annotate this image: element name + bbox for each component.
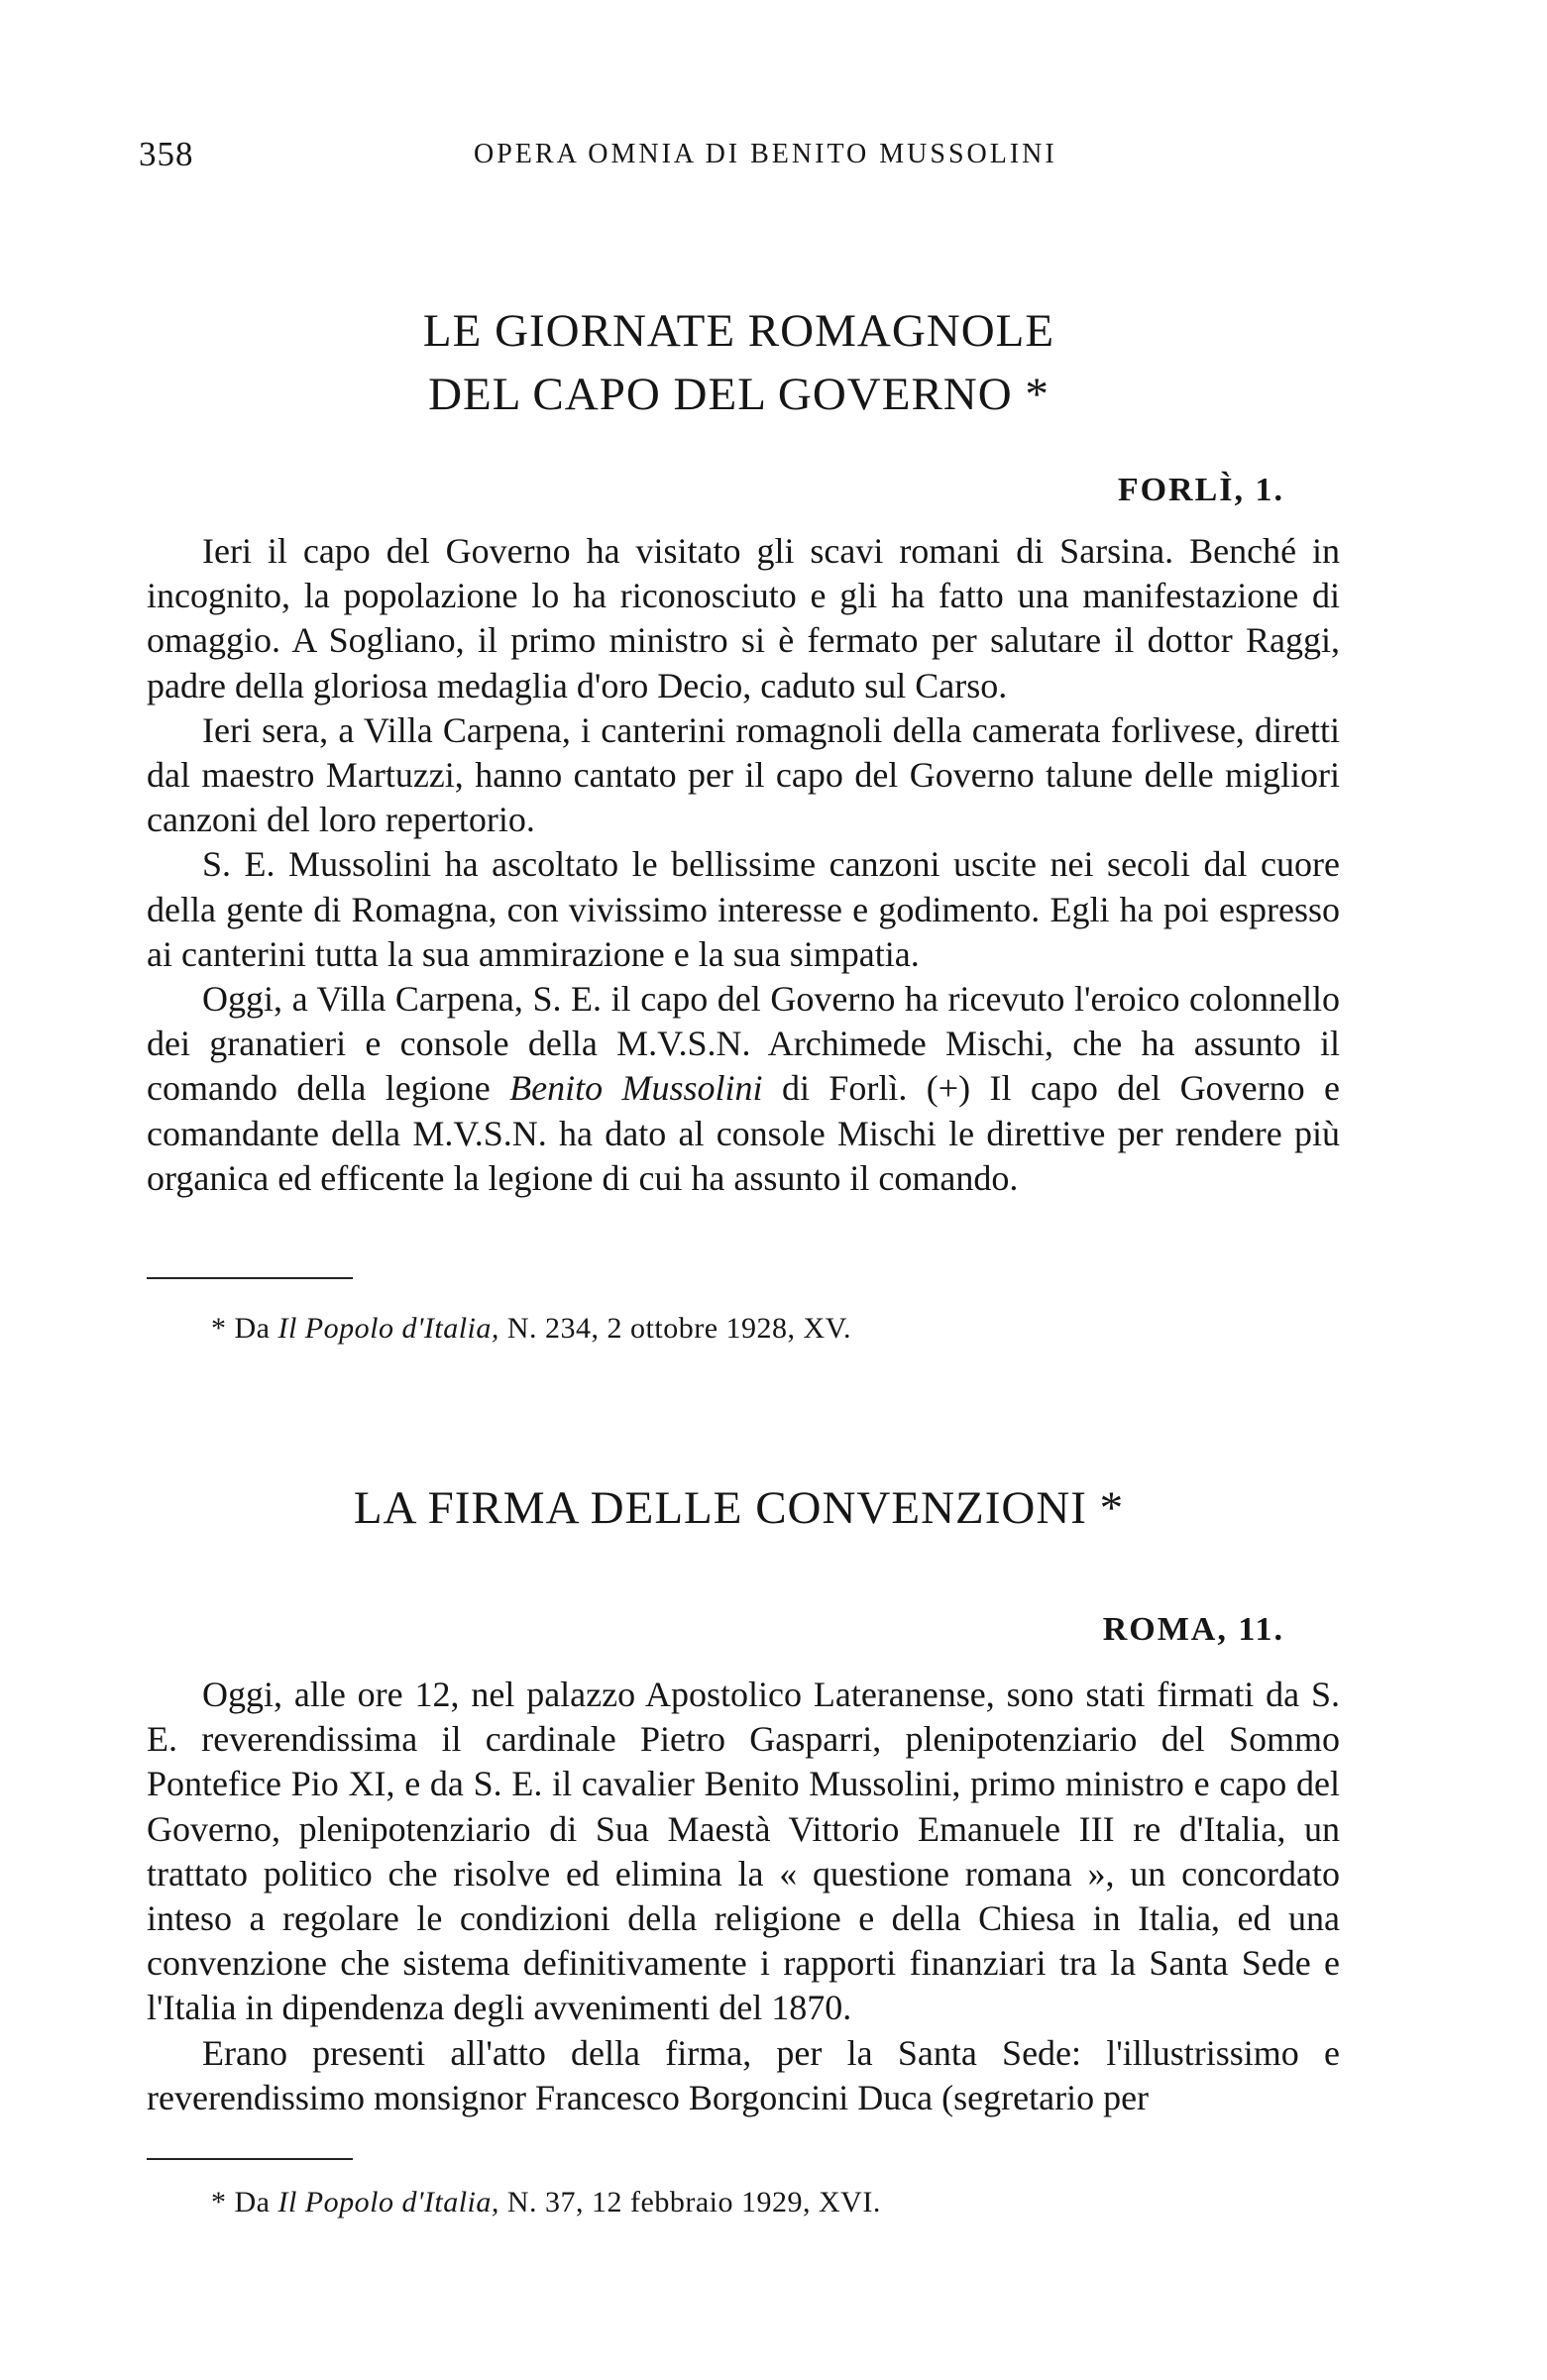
article2-footnote-source: Il Popolo d'Italia, (277, 2186, 499, 2218)
article1-dateline: FORLÌ, 1. (1117, 472, 1284, 508)
article2-dateline: ROMA, 11. (1102, 1611, 1284, 1648)
article2-footnote-prefix: * Da (211, 2186, 278, 2218)
article1-footnote-prefix: * Da (211, 1312, 278, 1345)
running-title: OPERA OMNIA DI BENITO MUSSOLINI (474, 139, 1057, 169)
article1-footnote (211, 1312, 851, 1346)
footnote-rule-1 (147, 1277, 353, 1279)
article2-paragraph-1: Oggi, alle ore 12, nel palazzo Apostolico Lateranense, sono stati firmati da S. E. reverendissima il cardinale Pietro Gasparri, plenipotenziario del Sommo Pontefice Pio XI, e da S. E. il cavalier Benito Mussolini, primo ministro e capo del Governo, plenipotenziario di Sua Maestà Vittorio Emanuele III re d'Italia, un trattato politico che risolve ed elimina la « questione romana », un concordato inteso a regolare le condizioni della religione e della Chiesa in Italia, ed una convenzione che sistema definitivamente i rapporti finanziari tra la Santa Sede e l'Italia in dipendenza degli avvenimenti del 1870. (147, 1675, 1340, 2028)
article1-footnote-ref: N. 234, 2 ottobre 1928, XV. (498, 1312, 851, 1345)
footnote-rule-2 (147, 2158, 353, 2160)
article2-paragraph-2: Erano presenti all'atto della firma, per la Santa Sede: l'illustrissimo e reverendissimo monsignor Francesco Borgoncini Duca (segretario per (147, 2032, 1340, 2117)
page-number: 358 (139, 135, 194, 173)
article2-footnote-ref: N. 37, 12 febbraio 1929, XVI. (498, 2186, 881, 2218)
article1-paragraph-4-text-a: Oggi, a Villa Carpena, S. E. il capo del Governo ha ricevuto l'eroico colonnello dei granatieri e console della M.V.S.N. Archimede Mischi, che ha assunto il comando della legione (147, 979, 1340, 1109)
article1-paragraph-2: Ieri sera, a Villa Carpena, i canterini romagnoli della camerata forlivese, diretti dal maestro Martuzzi, hanno cantato per il capo del Governo talune delle migliori canzoni del loro repertorio. (147, 709, 1340, 840)
article1-title-line2: DEL CAPO DEL GOVERNO * (428, 369, 1050, 420)
article2-footnote (211, 2186, 881, 2219)
article1-legion-name: Benito Mussolini (509, 1068, 763, 1109)
article1-paragraph-4 (147, 977, 1340, 1201)
article1-title-line1: LE GIORNATE ROMAGNOLE (422, 305, 1055, 357)
article1-paragraph-3: S. E. Mussolini ha ascoltato le bellissime canzoni uscite nei secoli dal cuore della gente di Romagna, con vivissimo interesse e godimento. Egli ha poi espresso ai canterini tutta la sua ammirazione e la sua simpatia. (147, 844, 1340, 974)
article2-body (147, 1673, 1340, 2120)
article1-title (139, 299, 1339, 426)
article1-paragraph-4-text-b: di Forlì. (+) Il capo del Governo e comandante della M.V.S.N. ha dato al console Mischi le direttive per rendere più organica ed efficente la legione di cui ha assunto il comando. (147, 1068, 1340, 1198)
article1-footnote-source: Il Popolo d'Italia, (277, 1312, 499, 1345)
article2-title (139, 1476, 1339, 1540)
article2-title-line: LA FIRMA DELLE CONVENZIONI * (353, 1482, 1125, 1534)
article1-paragraph-1: Ieri il capo del Governo ha visitato gli scavi romani di Sarsina. Benché in incognito, la popolazione lo ha riconosciuto e gli ha fatto una manifestazione di omaggio. A Sogliano, il primo ministro si è fermato per salutare il dottor Raggi, padre della gloriosa medaglia d'oro Decio, caduto sul Carso. (147, 531, 1340, 705)
article1-body (147, 529, 1340, 1201)
